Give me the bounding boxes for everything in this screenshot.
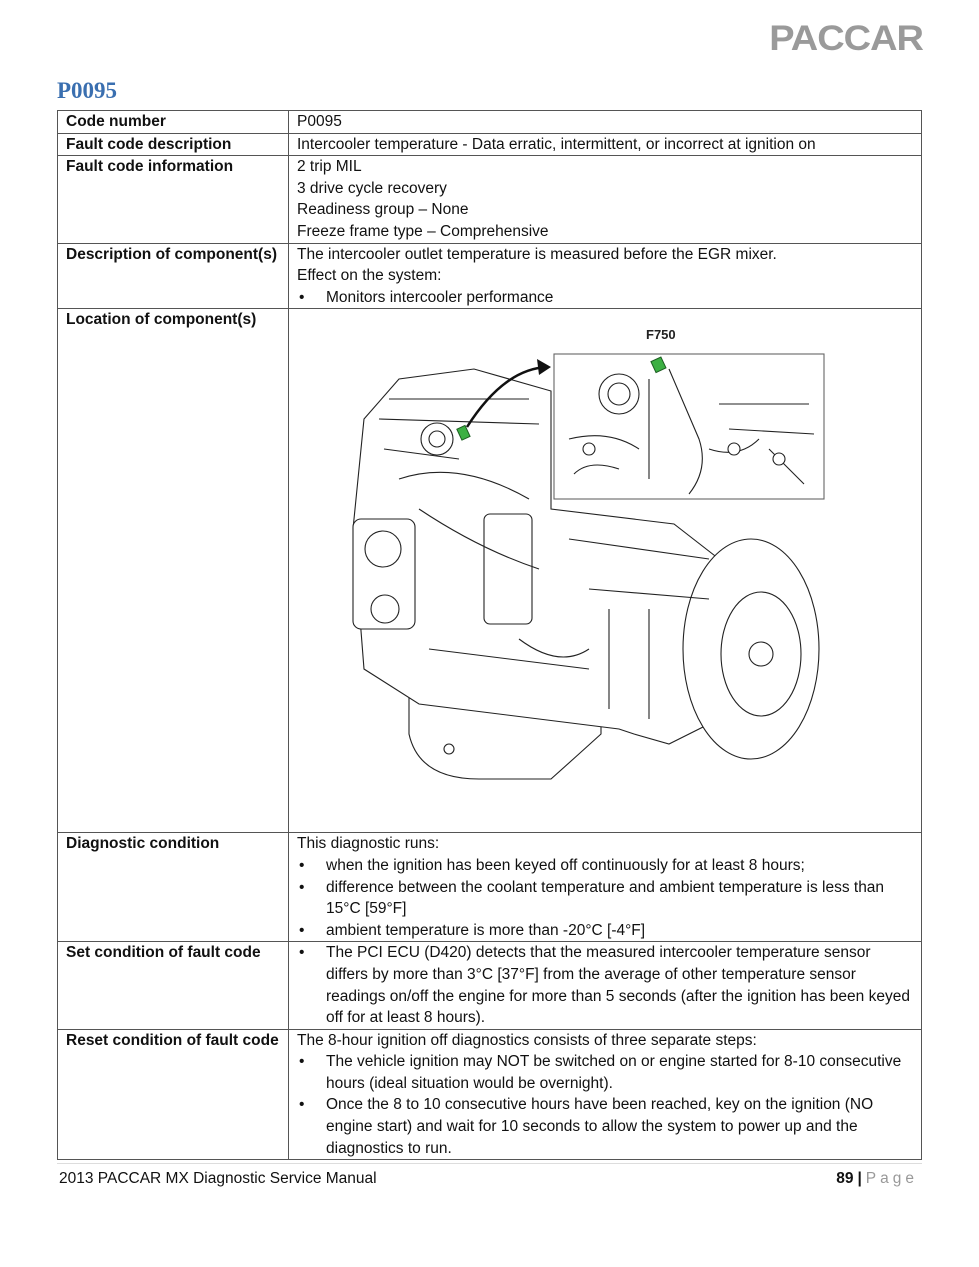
table-row-reset-condition: [58, 1029, 922, 1160]
page-number: 89: [836, 1170, 854, 1187]
page-title: P0095: [57, 78, 118, 103]
bullet-list: [297, 1051, 913, 1159]
page-footer: [57, 1163, 922, 1194]
compressor-shape: [371, 595, 399, 623]
flywheel-hub-shape: [749, 642, 773, 666]
sensor-callout-label: F750: [646, 327, 676, 343]
row-value: [289, 942, 922, 1029]
info-line: Freeze frame type – Comprehensive: [297, 222, 549, 240]
page-indicator: [836, 1170, 918, 1188]
fault-code-table: [57, 110, 922, 1160]
bullet-item: • Once the 8 to 10 consecutive hours have been reached, key on the ignition (NO engine start) and wait for 10 seconds to allow the system to power up and the diagnostics to run.: [326, 1094, 913, 1159]
bullet-item: • Monitors intercooler performance: [326, 287, 913, 309]
info-line: 3 drive cycle recovery: [297, 179, 447, 197]
table-row-location: [58, 309, 922, 833]
bullet-item: • difference between the coolant temperature and ambient temperature is less than 15°C [59°F]: [326, 877, 913, 920]
row-value: [289, 833, 922, 942]
bullet-list: [297, 287, 913, 309]
row-label: Diagnostic condition: [58, 833, 289, 942]
oil-filter-shape: [484, 514, 532, 624]
table-row-fault-information: [58, 156, 922, 243]
table-row-fault-description: [58, 133, 922, 156]
row-value: [289, 1029, 922, 1160]
engine-illustration: [289, 309, 922, 832]
info-line: Readiness group – None: [297, 201, 469, 219]
bullet-item: • The PCI ECU (D420) detects that the measured intercooler temperature sensor differs by more than 3°C [37°F] from the average of other temperature sensor readings on/off the engine for more than 5 seconds (after the ignition has been keyed off for at least 8 hours).: [326, 942, 913, 1028]
bullet-item: • The vehicle ignition may NOT be switched on or engine started for 8-10 consecutive hours (ideal situation would be overnight).: [326, 1051, 913, 1094]
row-label: Location of component(s): [58, 309, 289, 833]
pulley-shape: [365, 531, 401, 567]
row-label: Description of component(s): [58, 243, 289, 309]
intro-text: This diagnostic runs:: [297, 835, 440, 853]
description-text: The intercooler outlet temperature is measured before the EGR mixer.: [297, 245, 777, 263]
bullet-item: • when the ignition has been keyed off continuously for at least 8 hours;: [326, 855, 913, 877]
bullet-item: • ambient temperature is more than -20°C [-4°F]: [326, 920, 913, 942]
intro-text: The 8-hour ignition off diagnostics consists of three separate steps:: [297, 1031, 757, 1049]
row-value: [289, 243, 922, 309]
row-label: Set condition of fault code: [58, 942, 289, 1029]
paccar-logo: PACCAR: [769, 19, 923, 59]
row-label: Fault code information: [58, 156, 289, 243]
row-value: P0095: [289, 111, 922, 134]
table-row-set-condition: [58, 942, 922, 1029]
row-value: Intercooler temperature - Data erratic, intermittent, or incorrect at ignition on: [289, 133, 922, 156]
row-label: Code number: [58, 111, 289, 134]
component-location-figure: [289, 309, 922, 833]
manual-title: 2013 PACCAR MX Diagnostic Service Manual: [59, 1170, 377, 1187]
inset-detail-box: [554, 354, 824, 499]
table-row-code-number: [58, 111, 922, 134]
effect-heading: Effect on the system:: [297, 267, 442, 285]
bullet-list: [297, 942, 913, 1028]
row-label: Reset condition of fault code: [58, 1029, 289, 1160]
info-line: 2 trip MIL: [297, 158, 362, 176]
table-row-component-description: [58, 243, 922, 309]
row-label: Fault code description: [58, 133, 289, 156]
bullet-list: [297, 855, 913, 941]
page-separator: |: [857, 1170, 862, 1187]
intake-elbow-inner-shape: [429, 431, 445, 447]
page-word: Page: [865, 1170, 918, 1187]
row-value: [289, 156, 922, 243]
table-row-diagnostic-condition: [58, 833, 922, 942]
